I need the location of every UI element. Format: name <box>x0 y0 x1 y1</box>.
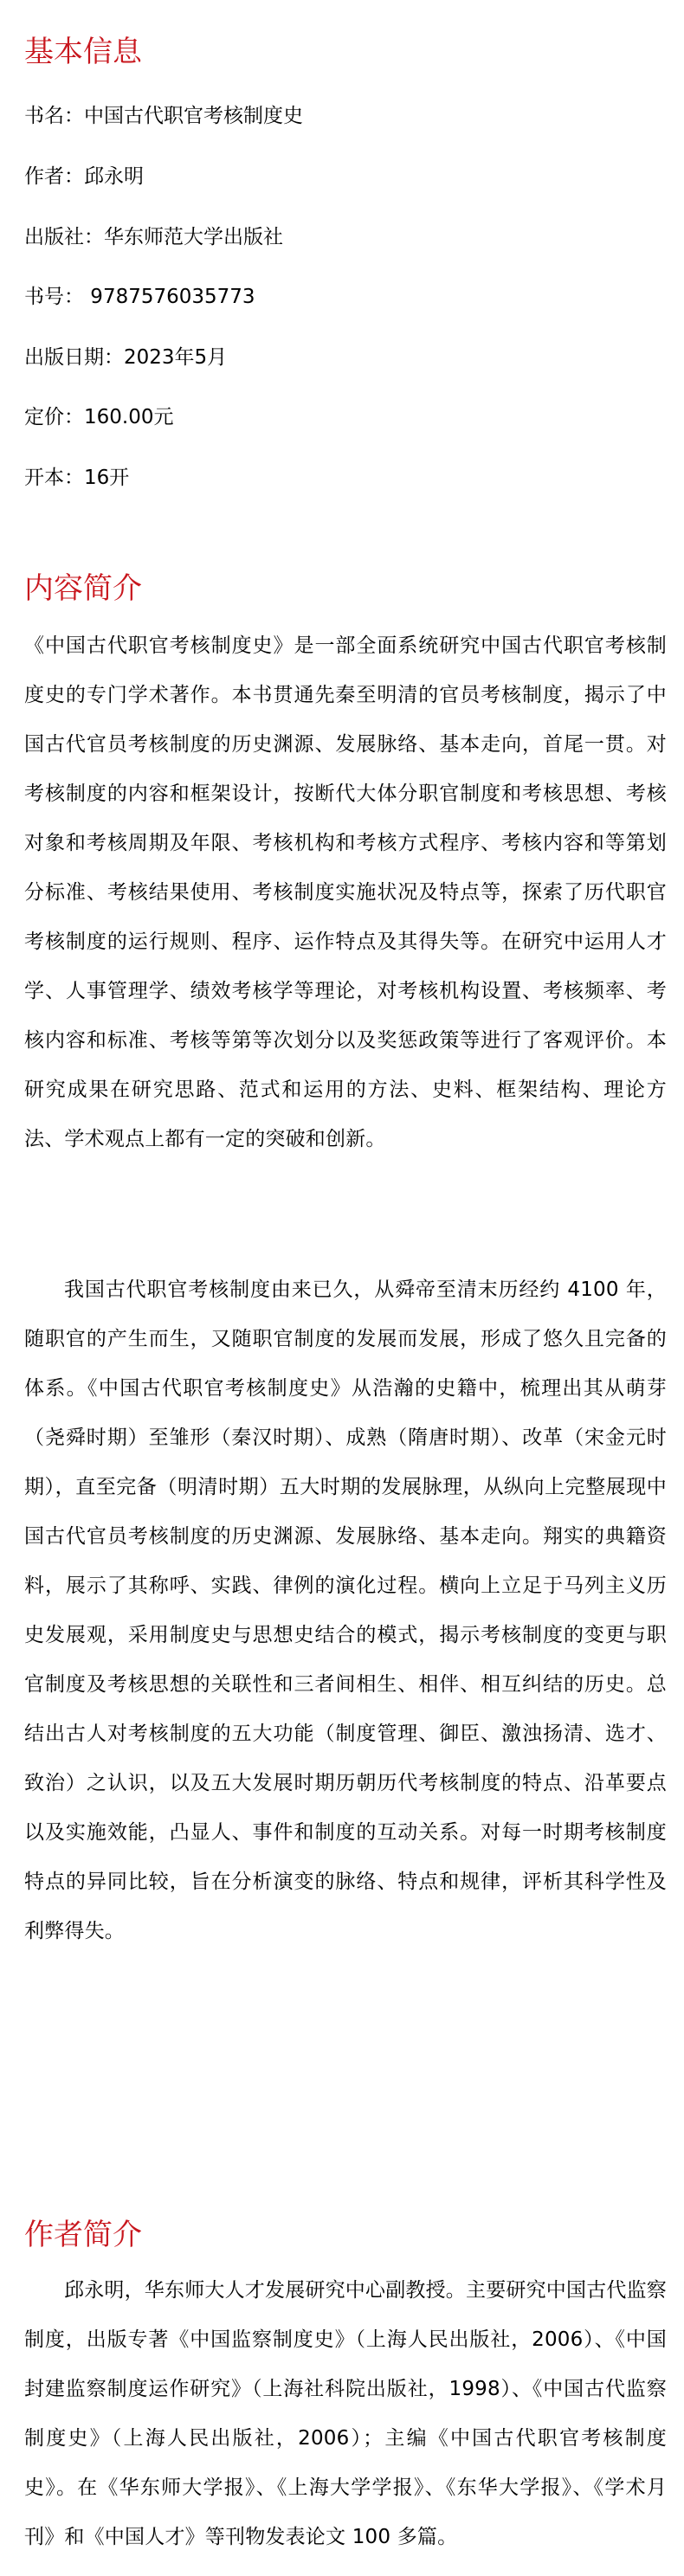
info-author <box>24 163 144 190</box>
content-intro-heading: 内容简介 <box>24 571 142 606</box>
info-value: 9787576035773 <box>84 286 255 308</box>
info-value: 16开 <box>84 467 130 489</box>
info-publisher <box>24 223 283 251</box>
author-intro-heading: 作者简介 <box>24 2218 142 2252</box>
content-intro-paragraph-2: 我国古代职官考核制度由来已久，从舜帝至清末历经约 4100 年，随职官的产生而生，又随职官制度的发展而发展，形成了悠久且完备的体系。《中国古代职官考核制度史》从浩瀚的史籍中，梳理出其从萌芽（尧舜时期）至雏形（秦汉时期）、成熟（隋唐时期）、改革（宋金元时期），直至完备（明清时期）五大时期的发展脉理，从纵向上完整展现中国古代官员考核制度的历史渊源、发展脉络、基本走向。翔实的典籍资料，展示了其称呼、实践、律例的演化过程。横向上立足于马列主义历史发展观，采用制度史与思想史结合的模式，揭示考核制度的变更与职官制度及考核思想的关联性和三者间相生、相伴、相互纠结的历史。总结出古人对考核制度的五大功能（制度管理、御臣、激浊扬清、选才、致治）之认识，以及五大发展时期历朝历代考核制度的特点、沿革要点以及实施效能，凸显人、事件和制度的互动关系。对每一时期考核制度特点的异同比较，旨在分析演变的脉络、特点和规律，评析其科学性及利弊得失。 <box>24 1278 667 1942</box>
info-value: 中国古代职官考核制度史 <box>84 105 303 127</box>
info-label: 定价： <box>24 406 84 428</box>
info-value: 邱永明 <box>84 165 144 188</box>
info-format <box>24 464 129 492</box>
info-label: 书号： <box>24 286 84 308</box>
info-value: 2023年5月 <box>124 346 228 369</box>
info-price <box>24 403 173 431</box>
info-value: 华东师范大学出版社 <box>104 226 283 248</box>
info-label: 开本： <box>24 467 84 489</box>
info-value: 160.00元 <box>84 406 174 428</box>
content-intro-paragraph-1: 《中国古代职官考核制度史》是一部全面系统研究中国古代职官考核制度史的专门学术著作。本书贯通先秦至明清的官员考核制度，揭示了中国古代官员考核制度的历史渊源、发展脉络、基本走向，首尾一贯。对考核制度的内容和框架设计，按断代大体分职官制度和考核思想、考核对象和考核周期及年限、考核机构和考核方式程序、考核内容和等第划分标准、考核结果使用、考核制度实施状况及特点等，探索了历代职官考核制度的运行规则、程序、运作特点及其得失等。在研究中运用人才学、人事管理学、绩效考核学等理论，对考核机构设置、考核频率、考核内容和标准、考核等第等次划分以及奖惩政策等进行了客观评价。本研究成果在研究思路、范式和运用的方法、史料、框架结构、理论方法、学术观点上都有一定的突破和创新。 <box>24 634 667 1150</box>
info-publish-date <box>24 344 227 371</box>
info-isbn <box>24 283 255 311</box>
info-label: 出版社： <box>24 226 104 248</box>
info-label: 出版日期： <box>24 346 124 369</box>
info-label: 作者： <box>24 165 84 188</box>
info-label: 书名： <box>24 105 84 127</box>
author-intro-paragraph: 邱永明，华东师大人才发展研究中心副教授。主要研究中国古代监察制度，出版专著《中国监察制度史》（上海人民出版社，2006）、《中国封建监察制度运作研究》（上海社科院出版社，1998）、《中国古代监察制度史》（上海人民出版社，2006）；主编《中国古代职官考核制度史》。在《华东师大学报》、《上海大学学报》、《东华大学报》、《学术月刊》和《中国人才》等刊物发表论文 100 多篇。 <box>24 2279 667 2548</box>
basic-info-heading: 基本信息 <box>24 35 142 69</box>
info-book-name <box>24 102 303 130</box>
